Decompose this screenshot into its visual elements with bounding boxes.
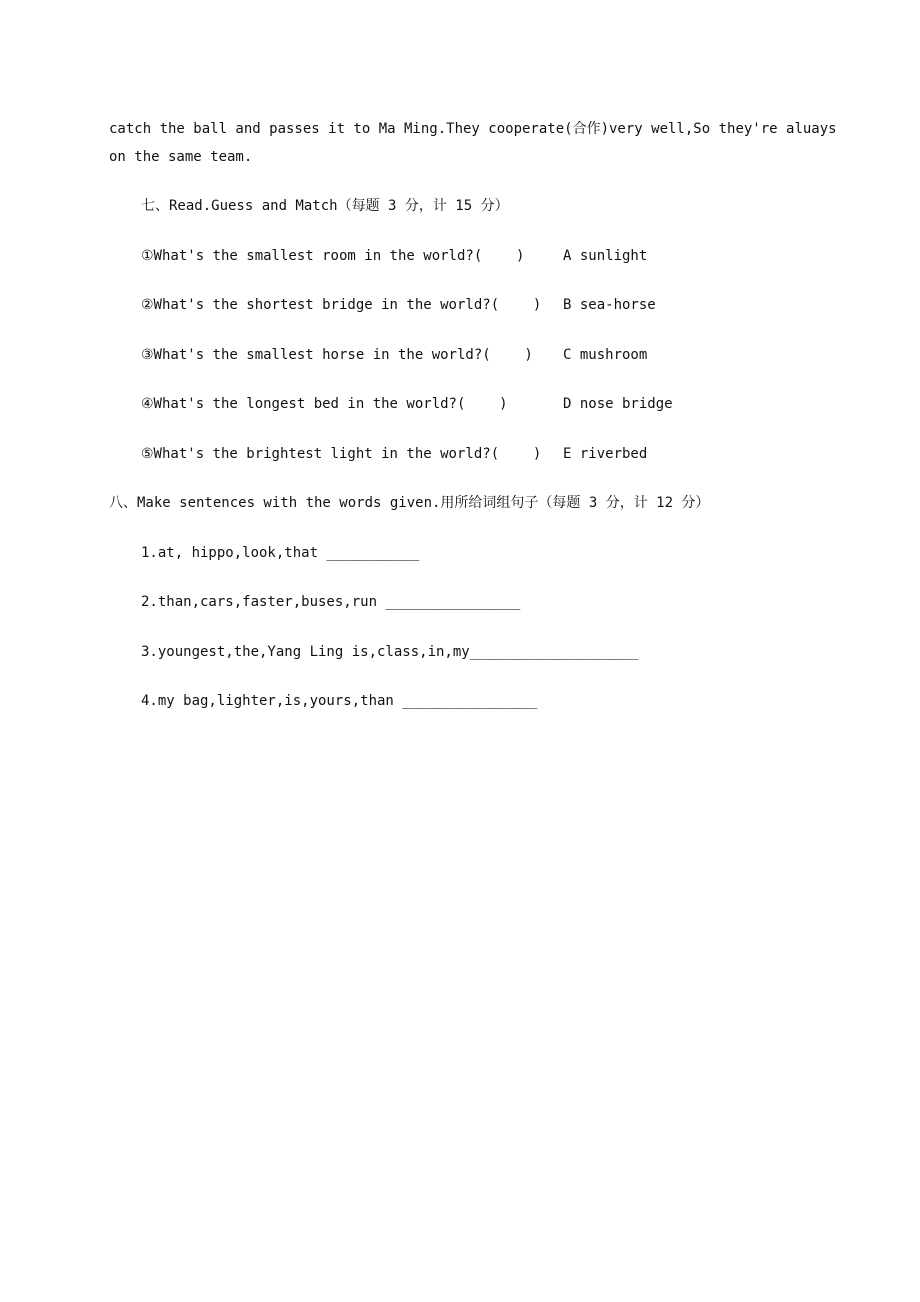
- option-d: D nose bridge: [563, 396, 673, 412]
- question-2: ②What's the shortest bridge in the world?( ): [141, 297, 542, 313]
- option-e: E riverbed: [563, 446, 648, 462]
- intro-line-1: catch the ball and passes it to Ma Ming.They cooperate(合作)very well,So they're aluays: [109, 121, 837, 137]
- question-3: ③What's the smallest horse in the world?( ): [141, 347, 533, 363]
- sentence-item-4: 4.my bag,lighter,is,yours,than ________________: [141, 693, 538, 709]
- question-5: ⑤What's the brightest light in the world?( ): [141, 446, 542, 462]
- sentence-item-3: 3.youngest,the,Yang Ling is,class,in,my____________________: [141, 644, 639, 660]
- sentence-item-1: 1.at, hippo,look,that ___________: [141, 545, 420, 561]
- question-1: ①What's the smallest room in the world?( ): [141, 248, 525, 264]
- question-4: ④What's the longest bed in the world?( ): [141, 396, 508, 412]
- option-a: A sunlight: [563, 248, 648, 264]
- sentence-item-2: 2.than,cars,faster,buses,run ________________: [141, 594, 521, 610]
- option-b: B sea-horse: [563, 297, 656, 313]
- section-8-heading: 八、Make sentences with the words given.用所给词组句子（每题 3 分，计 12 分）: [109, 495, 710, 511]
- intro-line-2: on the same team.: [109, 149, 253, 165]
- section-7-heading: 七、Read.Guess and Match（每题 3 分，计 15 分）: [141, 198, 509, 214]
- option-c: C mushroom: [563, 347, 648, 363]
